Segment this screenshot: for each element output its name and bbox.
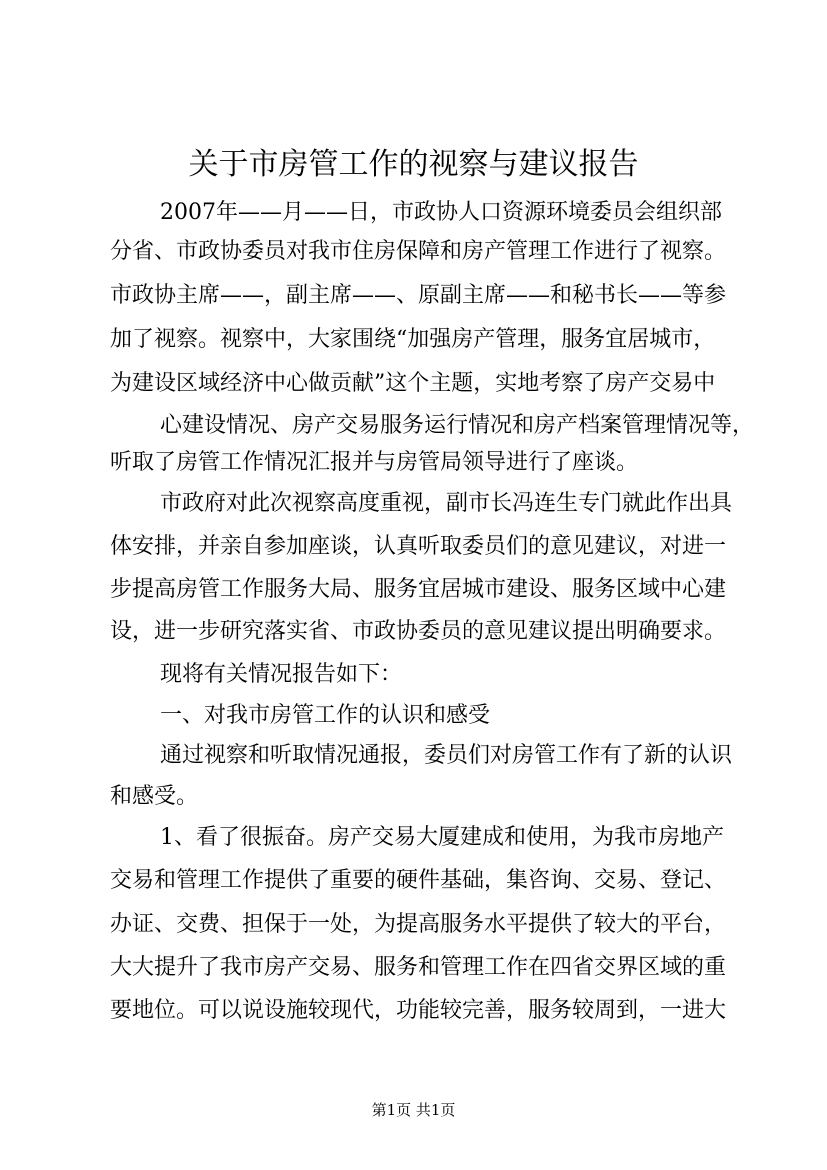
text-line: 交易和管理工作提供了重要的硬件基础，集咨询、交易、登记、 bbox=[110, 868, 727, 893]
text-line: 心建设情况、房产交易服务运行情况和房产档案管理情况等， bbox=[160, 413, 755, 438]
text-line: 设，进一步研究落实省、市政协委员的意见建议提出明确要求。 bbox=[110, 619, 727, 644]
text-line: 大大提升了我市房产交易、服务和管理工作在四省交界区域的重 bbox=[110, 955, 727, 980]
text-line: 加了视察。视察中，大家围绕“加强房产管理，服务宜居城市， bbox=[110, 327, 716, 352]
text-line: 2007年——月——日，市政协人口资源环境委员会组织部 bbox=[160, 200, 722, 225]
document-title: 关于市房管工作的视察与建议报告 bbox=[188, 147, 639, 182]
text-line: 分省、市政协委员对我市住房保障和房产管理工作进行了视察。 bbox=[110, 239, 727, 264]
text-line: 和感受。 bbox=[110, 784, 199, 809]
text-line: 办证、交费、担保于一处，为提高服务水平提供了较大的平台， bbox=[110, 912, 727, 937]
section-heading: 一、对我市房管工作的认识和感受 bbox=[160, 703, 491, 728]
text-line: 步提高房管工作服务大局、服务宜居城市建设、服务区域中心建 bbox=[110, 577, 727, 602]
text-line: 要地位。可以说设施较现代，功能较完善，服务较周到，一进大 bbox=[110, 998, 727, 1023]
text-line: 现将有关情况报告如下： bbox=[160, 662, 403, 687]
text-line: 市政府对此次视察高度重视，副市长冯连生专门就此作出具 bbox=[160, 491, 733, 516]
text-line: 为建设区域经济中心做贡献”这个主题，实地考察了房产交易中 bbox=[110, 371, 716, 396]
text-line: 1、看了很振奋。房产交易大厦建成和使用，为我市房地产 bbox=[160, 825, 724, 850]
text-line: 通过视察和听取情况通报，委员们对房管工作有了新的认识 bbox=[160, 743, 733, 768]
text-line: 市政协主席——，副主席——、原副主席——和秘书长——等参 bbox=[110, 283, 727, 308]
text-line: 听取了房管工作情况汇报并与房管局领导进行了座谈。 bbox=[110, 450, 639, 475]
text-line: 体安排，并亲自参加座谈，认真听取委员们的意见建议，对进一 bbox=[110, 534, 727, 559]
page-footer: 第1页 共1页 bbox=[371, 1101, 456, 1119]
